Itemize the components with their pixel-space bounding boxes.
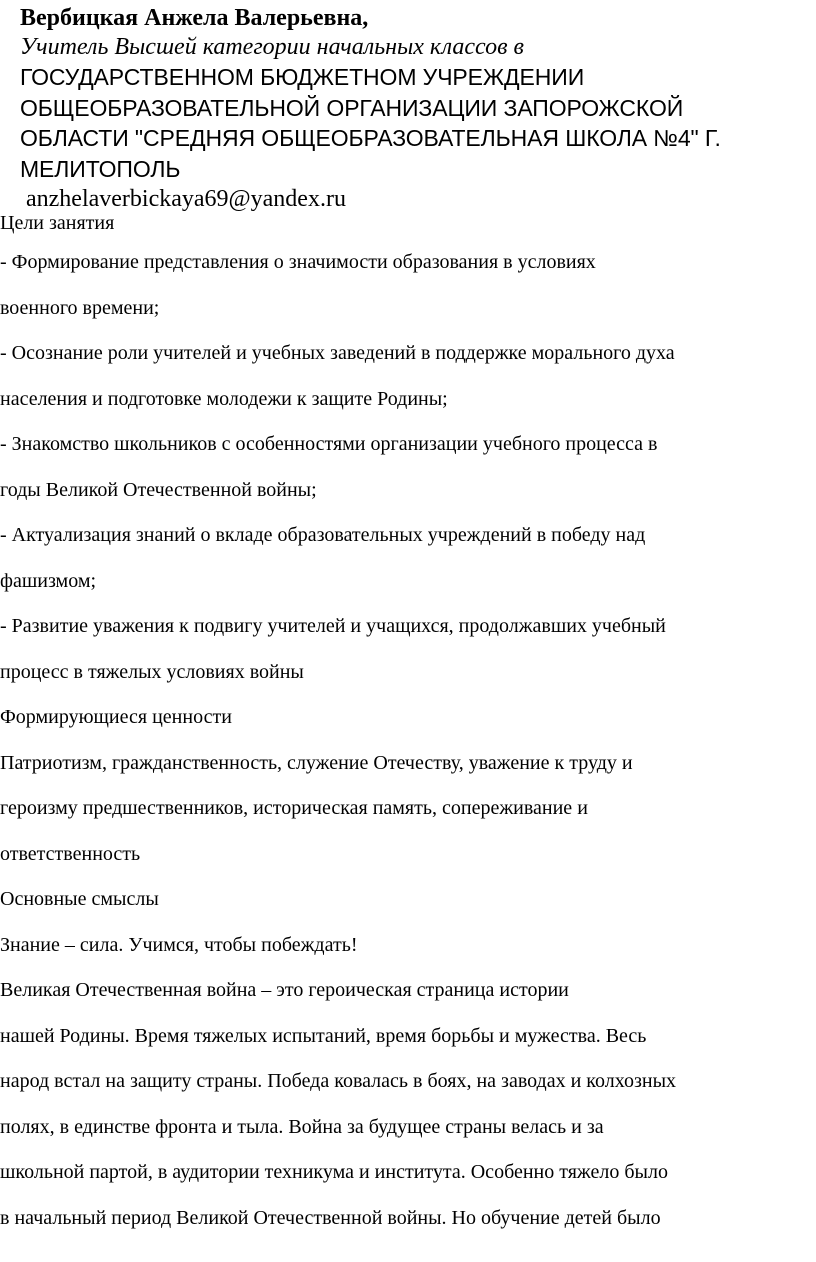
author-email: anzhelaverbickaya69@yandex.ru	[26, 186, 346, 212]
text-line: нашей Родины. Время тяжелых испытаний, время борьбы и мужества. Весь	[0, 1024, 647, 1047]
document-body	[0, 206, 812, 1241]
text-line: - Развитие уважения к подвигу учителей и учащихся, продолжавших учебный	[0, 615, 666, 637]
text-line: школьной партой, в аудитории техникума и института. Особенно тяжело было	[0, 1161, 668, 1183]
author-position: Учитель Высшей категории начальных классов в	[20, 34, 524, 60]
text-line: в начальный период Великой Отечественной войны. Но обучение детей было	[0, 1206, 661, 1229]
text-line: народ встал на защиту страны. Победа ковалась в боях, на заводах и колхозных	[0, 1070, 677, 1092]
organization-line: МЕЛИТОПОЛЬ	[20, 155, 181, 182]
text-line: героизму предшественников, историческая память, сопереживание и	[0, 797, 588, 819]
text-line: Патриотизм, гражданственность, служение Отечеству, уважение к труду и	[0, 751, 633, 774]
text-line: Великая Отечественная война – это героическая страница истории	[0, 979, 569, 1001]
text-line: - Осознание роли учителей и учебных заведений в поддержке морального духа	[0, 342, 675, 364]
section-heading-meanings: Основные смыслы	[0, 888, 159, 910]
section-heading-goals: Цели занятия	[0, 212, 115, 234]
author-header	[20, 4, 810, 214]
text-line: процесс в тяжелых условиях войны	[0, 660, 304, 683]
text-line: военного времени;	[0, 296, 160, 319]
text-line: годы Великой Отечественной войны;	[0, 478, 317, 501]
text-line: - Актуализация знаний о вкладе образовательных учреждений в победу над	[0, 524, 646, 546]
text-line: - Знакомство школьников с особенностями организации учебного процесса в	[0, 433, 658, 455]
organization-line: ОБЛАСТИ "СРЕДНЯЯ ОБЩЕОБРАЗОВАТЕЛЬНАЯ ШКОЛА №4" Г.	[20, 125, 721, 151]
text-line: Знание – сила. Учимся, чтобы побеждать!	[0, 933, 358, 956]
text-line: населения и подготовке молодежи к защите Родины;	[0, 387, 448, 410]
text-line: ответственность	[0, 842, 141, 865]
text-line: - Формирование представления о значимости образования в условиях	[0, 251, 596, 273]
organization-line: ОБЩЕОБРАЗОВАТЕЛЬНОЙ ОРГАНИЗАЦИИ ЗАПОРОЖСКОЙ	[20, 94, 684, 121]
text-line: полях, в единстве фронта и тыла. Война за будущее страны велась и за	[0, 1115, 604, 1138]
text-line: фашизмом;	[0, 569, 97, 592]
organization-line: ГОСУДАРСТВЕННОМ БЮДЖЕТНОМ УЧРЕЖДЕНИИ	[20, 64, 585, 90]
author-name: Вербицкая Анжела Валерьевна,	[20, 5, 369, 31]
section-heading-values: Формирующиеся ценности	[0, 706, 232, 728]
